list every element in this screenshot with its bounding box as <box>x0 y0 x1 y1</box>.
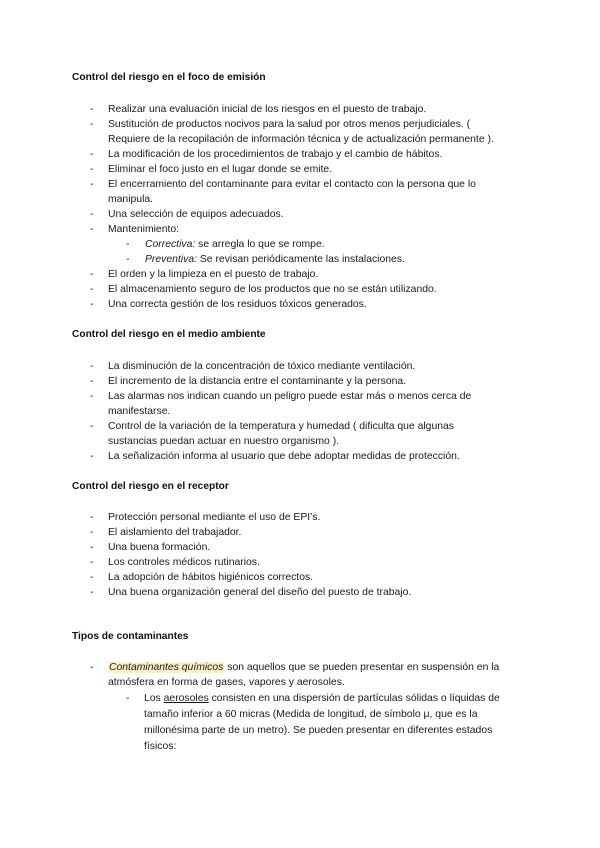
underlined-term: aerosoles <box>163 693 209 704</box>
highlighted-term: Contaminantes químicos <box>109 662 224 673</box>
heading-medio: Control del riesgo en el medio ambiente <box>72 329 266 340</box>
heading-receptor: Control del riesgo en el receptor <box>72 481 229 492</box>
document-page: Control del riesgo en el foco de emisión - Realizar una evaluación inicial de los riesgos en el puesto de trabajo. - Sustitución de productos nocivos para la salud por otros menos perjudiciales. ( Requiere de la recopilación de información técnica y de actualización permanente ). - La modificación de los procedimientos de trabajo y el cambio de hábitos. - Eliminar el foco justo en el lugar donde se emite. - El encerramiento del contaminante para evitar el contacto con la persona que lo manipula. - Una selección de equipos adecuados. - Mantenimiento: - Correctiva: se arregla lo que se rompe. - Preventiva: Se revisan periódicamente las instalaciones. - El orden y la limpieza en el puesto de trabajo. - El almacenamiento seguro de los productos que no se están utilizando. - Una correcta gestión de los residuos tóxicos generados. Control del riesgo en el medio ambiente - La disminución de la concentración de tóxico mediante ventilación. - El incremento de la distancia entre el contaminante y la persona. - Las alarmas nos indican cuando un peligro puede estar más o menos cerca de manifestarse. - Control de la variación de la temperatura y humedad ( dificulta que algunas sustancias puedan actuar en nuestro organismo ). - La señalización informa al usuario que debe adoptar medidas de protección. Control del riesgo en el receptor - Protección personal mediante el uso de EPI’s. - El aislamiento del trabajador. - Una buena formación. - Los controles médicos rutinarios. - La adopción de hábitos higiénicos correctos. - Una buena organización general del diseño del puesto de trabajo. Tipos de contaminantes - Contaminantes químicos son aquellos que se pueden presentar en suspensión en la atmósfera en forma de gases, vapores y aerosoles. - Los aerosoles consisten en una dispersión de partículas sólidas o líquidas de tamaño inferior a 60 micras (Medida de longitud, de símbolo μ, que es la millonésima parte de un metro). Se pueden presentar en diferentes estados físicos: <box>72 72 500 752</box>
heading-tipos: Tipos de contaminantes <box>72 631 189 642</box>
heading-foco: Control del riesgo en el foco de emisión <box>72 72 266 83</box>
